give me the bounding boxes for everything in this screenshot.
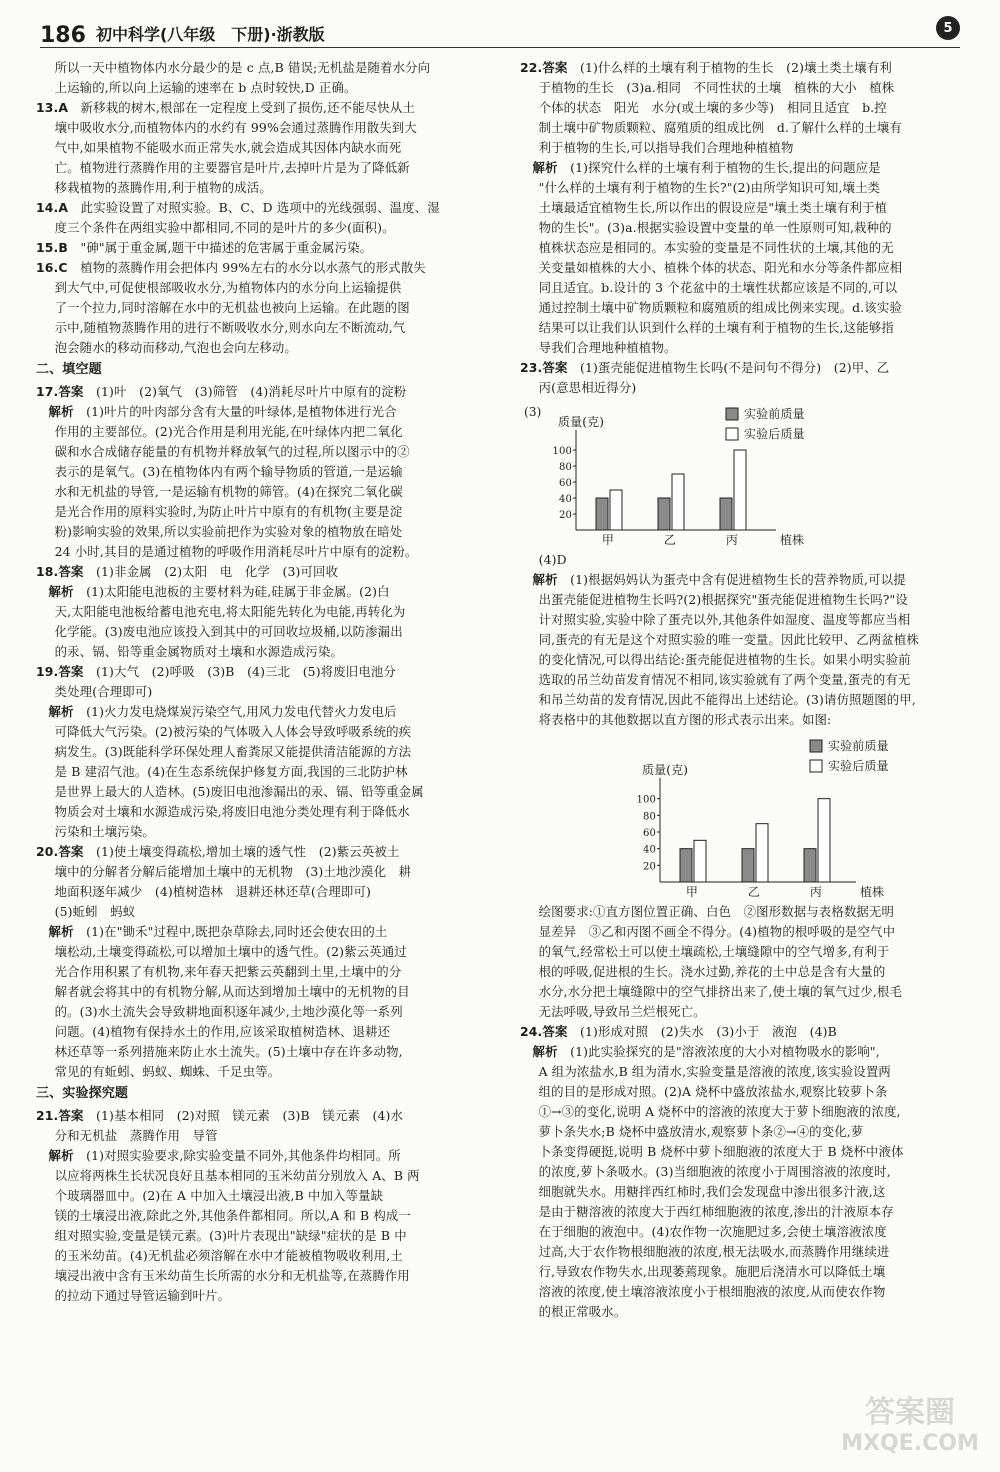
- text-line: 泡会随水的移动而移动,气泡也会向左移动。: [54, 340, 297, 355]
- answer-key: 15.B: [36, 240, 68, 255]
- answer-line: [36, 702, 480, 722]
- y-tick-label: 40: [642, 844, 656, 856]
- book-title: 初中科学(八年级 下册)·浙教版: [95, 25, 325, 44]
- answer-text: (1)叶片的叶肉部分含有大量的叶绿体,是植物体进行光合: [73, 404, 397, 419]
- y-axis-label: 质量(克): [558, 415, 605, 429]
- text-line: 将表格中的其他数据以直方图的形式表示出来。如图:: [538, 712, 832, 727]
- text-line: 所以一天中植物体内水分最少的是 c 点,B 错误;无机盐是随着水分向: [54, 60, 431, 75]
- answer-line: [36, 842, 480, 862]
- answer-line: [36, 98, 480, 118]
- answer-text: (1)此实验探究的是"溶液浓度的大小对植物吸水的影响",: [557, 1044, 880, 1059]
- text-line: 天,太阳能电池板给蓄电池充电,将太阳能先转化为电能,再转化为: [54, 604, 406, 619]
- text-line: 的。(3)水土流失会导致耕地面积逐年减少,土地沙漠化等一系列: [54, 1004, 403, 1019]
- answer-23-analysis-block: [520, 550, 964, 730]
- text-line: 显差异 ③乙和丙图不画全不得分。(4)植物的根呼吸的是空气中: [538, 924, 896, 939]
- y-tick-label: 20: [558, 510, 572, 521]
- text-line: 选取的吊兰幼苗发育情况不相同,该实验就有了两个变量,蛋壳的有无: [538, 672, 911, 687]
- legend-swatch: [726, 428, 738, 440]
- text-line: 表示的是氧气。(3)在植物体内有两个输导物质的管道,一是运输: [54, 464, 403, 479]
- text-line: 地面积逐年减少 (4)植树造林 退耕还林还草(合理即可): [54, 884, 371, 899]
- text-line: 亡。植物进行蒸腾作用的主要器官是叶片,去掉叶片是为了降低新: [54, 160, 410, 175]
- answer-text: 植物的蒸腾作用会把体内 99%左右的水分以水蒸气的形式散失: [67, 260, 426, 275]
- y-axis-label: 质量(克): [642, 763, 689, 777]
- text-line: 是光合作用的原料实验时,为防止叶片中原有的有机物(主要是淀: [54, 504, 403, 519]
- text-line: 通过控制土壤中矿物质颗粒和腐殖质的组成比例来实现。d.该实验: [538, 300, 902, 315]
- bar: [756, 824, 768, 882]
- text-line: 计对照实验,实验中除了蛋壳以外,其他条件如湿度、温度等都应当相: [538, 612, 911, 627]
- answer-key: 21.答案: [36, 1108, 84, 1123]
- answer-key: 14.A: [36, 200, 69, 215]
- y-tick-label: 60: [642, 828, 656, 839]
- text-line: 壤松动,土壤变得疏松,可以增加土壤中的透气性。(2)紫云英通过: [54, 944, 407, 959]
- text-line: 是世界上最大的人造林。(5)废旧电池渗漏出的汞、镉、铅等重金属: [54, 784, 424, 799]
- answer-line: [36, 562, 480, 582]
- bar: [658, 498, 670, 530]
- legend-label: 实验前质量: [828, 739, 889, 753]
- x-axis-label: 植株: [860, 885, 885, 899]
- x-tick-label: 丙: [725, 533, 739, 547]
- answer-key: 24.答案: [520, 1024, 568, 1039]
- text-line: 物质会对土壤和水源造成污染,将废旧电池分类处理有利于降低水: [54, 804, 410, 819]
- y-tick-label: 40: [558, 494, 572, 505]
- text-line: 壤中的分解者分解后能增加土壤中的无机物 (3)土地沙漠化 耕: [54, 864, 412, 879]
- answer-text: (1)叶 (2)氧气 (3)筛管 (4)消耗尽叶片中原有的淀粉: [83, 384, 407, 399]
- text-line: ①→③的变化,说明 A 烧杯中的溶液的浓度大于萝卜细胞液的浓度,: [538, 1104, 901, 1119]
- text-line: 水和无机盐的导管,一是运输有机物的筛管。(4)在探究二氧化碳: [54, 484, 403, 499]
- answer-line: [36, 258, 480, 278]
- text-line: "什么样的土壤有利于植物的生长?"(2)由所学知识可知,壤土类: [538, 180, 881, 195]
- text-line: 同,蛋壳的有无是这个对照实验的唯一变量。因此比较甲、乙两盆植株: [538, 632, 919, 647]
- answer-line: [36, 582, 480, 602]
- text-line: 溶液的浓度,使土壤溶液浓度小于根细胞液的浓度,从而使农作物: [538, 1284, 886, 1299]
- bar: [734, 450, 746, 530]
- answer-22-23-block: [520, 58, 964, 398]
- answer-key: 18.答案: [36, 564, 84, 579]
- answer-text: (1)探究什么样的土壤有利于植物的生长,提出的问题应是: [557, 160, 881, 175]
- answer-text: (1)基本相同 (2)对照 镁元素 (3)B 镁元素 (4)水: [83, 1108, 404, 1123]
- text-line: 示中,随植物蒸腾作用的进行不断吸收水分,则水向左不断流动,气: [54, 320, 406, 335]
- bar: [804, 849, 816, 882]
- section-heading: 二、填空题: [36, 362, 102, 377]
- answer-key: 16.C: [36, 260, 68, 275]
- text-line: 同且适宜。b.设计的 3 个花盆中的土壤性状都应该是不同的,可以: [538, 280, 898, 295]
- text-line: A 组为浓盐水,B 组为清水,实验变量是溶液的浓度,该实验设置两: [538, 1064, 891, 1079]
- text-line: 细胞就失水。用糖拌西红柿时,我们会发现盘中渗出很多汁液,这: [538, 1184, 886, 1199]
- text-line: 个体的状态 阳光 水分(或土壤的多少等) 相同且适宜 b.控: [538, 100, 887, 115]
- answer-line: [520, 570, 964, 590]
- text-line: 气中,如果植物不能吸水而正常失水,就会造成其因体内缺水而死: [54, 140, 402, 155]
- text-line: 于植物的生长 (3)a.相同 不同性状的土壤 植株的大小 植株: [538, 80, 895, 95]
- text-line: 林还草等一系列措施来防止水土流失。(5)土壤中存在许多动物,: [54, 1044, 403, 1059]
- legend-label: 实验前质量: [744, 407, 805, 421]
- watermark-domain: MXQE.COM: [841, 1431, 979, 1456]
- text-line: (5)蚯蚓 蚂蚁: [54, 904, 136, 919]
- answer-text: 此实验设置了对照实验。B、C、D 选项中的光线强弱、温度、湿: [68, 200, 440, 215]
- chart-prefix: (3): [524, 405, 542, 419]
- answer-line: [36, 922, 480, 942]
- answer-text: (1)在"锄禾"过程中,既把杂草除去,同时还会使农田的土: [73, 924, 388, 939]
- text-line: 到大气中,可促使根部吸收水分,为植物体内的水分向上运输提供: [54, 280, 402, 295]
- text-line: 组的目的是形成对照。(2)A 烧杯中盛放浓盐水,观察比较萝卜条: [538, 1084, 888, 1099]
- bar: [720, 498, 732, 530]
- text-line: 壤浸出液中含有玉米幼苗生长所需的水分和无机盐等,在蒸腾作用: [54, 1268, 410, 1283]
- answer-text: (1)根据妈妈认为蛋壳中含有促进植物生长的营养物质,可以提: [557, 572, 906, 587]
- answer-key: 解析: [520, 572, 558, 587]
- answer-key: 解析: [520, 160, 558, 175]
- text-line: 过高,大于农作物根细胞液的浓度,根无法吸水,而蒸腾作用继续进: [538, 1244, 890, 1259]
- text-line: 污染和土壤污染。: [54, 824, 155, 839]
- chart-1: [520, 400, 964, 550]
- right-column: [520, 58, 964, 1322]
- answer-text: (1)火力发电烧煤炭污染空气,用风力发电代替火力发电后: [73, 704, 397, 719]
- x-tick-label: 乙: [663, 533, 677, 547]
- legend-swatch: [810, 740, 822, 752]
- text-line: 的氧气,经常松土可以使土壤疏松,土壤缝隙中的空气增多,有利于: [538, 944, 890, 959]
- text-line: 制土壤中矿物质颗粒、腐殖质的组成比例 d.了解什么样的土壤有: [538, 120, 902, 135]
- page-number: 186: [40, 23, 86, 48]
- x-tick-label: 乙: [747, 885, 761, 899]
- bar: [694, 840, 706, 882]
- text-line: 光合作用积累了有机物,来年春天把紫云英翻到土里,土壤中的分: [54, 964, 402, 979]
- text-line: 水分,水分把土壤缝隙中的空气排挤出来了,使土壤的氧气过少,根毛: [538, 984, 902, 999]
- text-line: 镁的土壤浸出液,除此之外,其他条件都相同。所以,A 和 B 构成一: [54, 1208, 411, 1223]
- legend-swatch: [726, 408, 738, 420]
- legend-swatch: [810, 760, 822, 772]
- answer-line: [36, 382, 480, 402]
- brand-logo-icon: 5: [936, 16, 960, 40]
- answer-text: "砷"属于重金属,题干中描述的危害属于重金属污染。: [68, 240, 373, 255]
- text-line: 和吊兰幼苗的发育情况,因此不能得出上述结论。(3)请仿照题图的甲,: [538, 692, 916, 707]
- text-line: 结果可以让我们认识到什么样的土壤有利于植物的生长,这能够指: [538, 320, 894, 335]
- text-line: 化学能。(3)废电池应该投入到其中的可回收垃圾桶,以防渗漏出: [54, 624, 403, 639]
- answer-key: 13.A: [36, 100, 69, 115]
- text-line: 分和无机盐 蒸腾作用 导管: [54, 1128, 218, 1143]
- answer-line: [36, 1146, 480, 1166]
- text-line: 类处理(合理即可): [54, 684, 153, 699]
- answer-line: [36, 402, 480, 422]
- watermark: [840, 1388, 980, 1458]
- x-tick-label: 甲: [601, 533, 615, 547]
- answer-key: 23.答案: [520, 360, 568, 375]
- text-line: 物的生长"。(3)a.根据实验设置中变量的单一性原则可知,栽种的: [538, 220, 892, 235]
- bar-chart-1: [520, 400, 820, 550]
- bar: [742, 849, 754, 882]
- y-tick-label: 20: [642, 861, 656, 873]
- answer-key: 解析: [36, 1148, 74, 1163]
- text-line: 在于细胞的液泡中。(4)农作物一次施肥过多,会使土壤溶液浓度: [538, 1224, 887, 1239]
- bar-chart-2: [520, 732, 889, 902]
- text-line: 根的呼吸,促进根的生长。浇水过勤,养花的土中总是含有大量的: [538, 964, 886, 979]
- text-line: 的根正常吸水。: [538, 1304, 627, 1319]
- text-line: 无法呼吸,导致吊兰烂根死亡。: [538, 1004, 706, 1019]
- text-line: 绘图要求:①直方图位置正确、白色 ②图形数据与表格数据无明: [538, 904, 895, 919]
- text-line: 碳和水合成储存能量的有机物并释放氧气的过程,所以图示中的②: [54, 444, 410, 459]
- text-line: 度三个条件在两组实验中都相同,不同的是叶片的多少(面积)。: [54, 220, 395, 235]
- answer-line: [520, 1042, 964, 1062]
- x-axis-label: 植株: [780, 533, 805, 547]
- text-line: 个玻璃器皿中。(2)在 A 中加入土壤浸出液,B 中加入等量缺: [54, 1188, 384, 1203]
- text-line: 出蛋壳能促进植物生长吗?(2)根据探究"蛋壳能促进植物生长吗?"设: [538, 592, 908, 607]
- answer-text: 新移栽的树木,根部在一定程度上受到了损伤,还不能尽快从土: [68, 100, 415, 115]
- text-line: 问题。(4)植物有保持水土的作用,应该采取植树造林、退耕还: [54, 1024, 391, 1039]
- text-line: 解者就会将其中的有机物分解,从而达到增加土壤中的无机物的目: [54, 984, 410, 999]
- answer-line: [36, 238, 480, 258]
- text-line: 的拉动下通过导管运输到叶片。: [54, 1288, 231, 1303]
- answer-key: 20.答案: [36, 844, 84, 859]
- text-line: 的变化情况,可以得出结论:蛋壳能促进植物的生长。如果小明实验前: [538, 652, 911, 667]
- text-line: 常见的有蚯蚓、蚂蚁、蜘蛛、千足虫等。: [54, 1064, 281, 1079]
- text-line: 土壤最适宜植物生长,所以作出的假设应是"壤土类土壤有利于植: [538, 200, 888, 215]
- bar: [610, 490, 622, 530]
- answer-text: (1)什么样的土壤有利于植物的生长 (2)壤土类土壤有利: [567, 60, 892, 75]
- answer-line: [36, 198, 480, 218]
- answer-line: [520, 1022, 964, 1042]
- text-line: 是由于糖溶液的浓度大于西红柿细胞液的浓度,渗出的汁液原本存: [538, 1204, 894, 1219]
- text-line: 病发生。(3)既能科学环保处理人畜粪尿又能提供清洁能源的方法: [54, 744, 412, 759]
- text-line: 行,导致农作物失水,出现萎蔫现象。施肥后浇清水可以降低土壤: [538, 1264, 886, 1279]
- bar: [818, 799, 830, 882]
- text-line: 上运输的,所以向上运输的速率在 b 点时较快,D 正确。: [54, 80, 357, 95]
- answer-line: [36, 662, 480, 682]
- page-header: [40, 14, 960, 48]
- text-line: 壤中吸收水分,而植物体内的水约有 99%会通过蒸腾作用散失到大: [54, 120, 417, 135]
- text-line: 利于植物的生长,可以指导我们合理地种植植物: [538, 140, 794, 155]
- text-line: 植株状态应是相同的。本实验的变量是不同性状的土壤,其他的无: [538, 240, 894, 255]
- legend-label: 实验后质量: [744, 427, 805, 441]
- answer-text: (1)太阳能电池板的主要材料为硅,硅属于非金属。(2)白: [73, 584, 390, 599]
- text-line: 卜条变得硬挺,说明 B 烧杯中萝卜细胞液的浓度大于 B 烧杯中液体: [538, 1144, 904, 1159]
- text-line: 可降低大气污染。(2)被污染的气体吸入人体会导致呼吸系统的疾: [54, 724, 412, 739]
- answer-key: 解析: [520, 1044, 558, 1059]
- answer-text: (1)蛋壳能促进植物生长吗(不是问句不得分) (2)甲、乙: [567, 360, 890, 375]
- text-line: 的汞、镉、铅等重金属物质对土壤和水源造成污染。: [54, 644, 344, 659]
- bar: [680, 849, 692, 882]
- answer-key: 19.答案: [36, 664, 84, 679]
- watermark-text: 答案圈: [865, 1395, 955, 1430]
- answer-key: 解析: [36, 584, 74, 599]
- answer-line: [520, 58, 964, 78]
- y-tick-label: 100: [636, 794, 656, 806]
- answer-key: 解析: [36, 924, 74, 939]
- x-tick-label: 甲: [685, 885, 699, 899]
- text-line: 组对照实验,变量是镁元素。(3)叶片表现出"缺绿"症状的是 B 中: [54, 1228, 407, 1243]
- legend-label: 实验后质量: [828, 759, 889, 773]
- y-tick-label: 80: [558, 462, 572, 473]
- y-tick-label: 80: [642, 811, 656, 823]
- answer-text: (1)使土壤变得疏松,增加土壤的透气性 (2)紫云英被土: [83, 844, 400, 859]
- answer-text: (1)非金属 (2)太阳 电 化学 (3)可回收: [83, 564, 339, 579]
- text-line: 萝卜条失水;B 烧杯中盛放清水,观察萝卜条②→④的变化,萝: [538, 1124, 864, 1139]
- chart-2: [520, 732, 964, 902]
- answer-text: (1)大气 (2)呼吸 (3)B (4)三北 (5)将废旧电池分: [83, 664, 396, 679]
- answer-key: 17.答案: [36, 384, 84, 399]
- text-line: (4)D: [538, 552, 567, 567]
- answer-line: [36, 1106, 480, 1126]
- left-column: [36, 58, 480, 1306]
- bar: [672, 474, 684, 530]
- x-tick-label: 丙: [809, 885, 823, 899]
- text-line: 移栽植物的蒸腾作用,利于植物的成活。: [54, 180, 272, 195]
- text-line: 24 小时,其目的是通过植物的呼吸作用消耗尽叶片中原有的淀粉。: [54, 544, 418, 559]
- text-line: 是 B 建沼气池。(4)在生态系统保护修复方面,我国的三北防护林: [54, 764, 408, 779]
- y-tick-label: 100: [552, 446, 572, 457]
- text-line: 关变量如植株的大小、植株个体的状态、阳光和水分等条件都应相: [538, 260, 903, 275]
- answer-key: 解析: [36, 704, 74, 719]
- answer-23-24-block: [520, 902, 964, 1322]
- answer-line: [520, 358, 964, 378]
- text-line: 的玉米幼苗。(4)无机盐必须溶解在水中才能被植物吸收利用,土: [54, 1248, 403, 1263]
- text-line: 的浓度,萝卜条吸水。(3)当细胞液的浓度小于周围溶液的浓度时,: [538, 1164, 891, 1179]
- answer-line: [520, 158, 964, 178]
- bar: [596, 498, 608, 530]
- text-line: 以应将两株生长状况良好且基本相同的玉米幼苗分别放入 A、B 两: [54, 1168, 420, 1183]
- answer-text: (1)对照实验要求,除实验变量不同外,其他条件均相同。所: [73, 1148, 401, 1163]
- text-line: 丙(意思相近得分): [538, 380, 637, 395]
- text-line: 粉)影响实验的效果,所以实验前把作为实验对象的植物放在暗处: [54, 524, 403, 539]
- y-tick-label: 60: [558, 478, 572, 489]
- answer-key: 解析: [36, 404, 74, 419]
- text-line: 了一个拉力,同时溶解在水中的无机盐也被向上运输。在此题的图: [54, 300, 410, 315]
- answer-text: (1)形成对照 (2)失水 (3)小于 液泡 (4)B: [567, 1024, 837, 1039]
- section-heading: 三、实验探究题: [36, 1086, 129, 1101]
- text-line: 作用的主要部位。(2)光合作用是利用光能,在叶绿体内把二氧化: [54, 424, 403, 439]
- text-line: 导我们合理地种植植物。: [538, 340, 677, 355]
- answer-key: 22.答案: [520, 60, 568, 75]
